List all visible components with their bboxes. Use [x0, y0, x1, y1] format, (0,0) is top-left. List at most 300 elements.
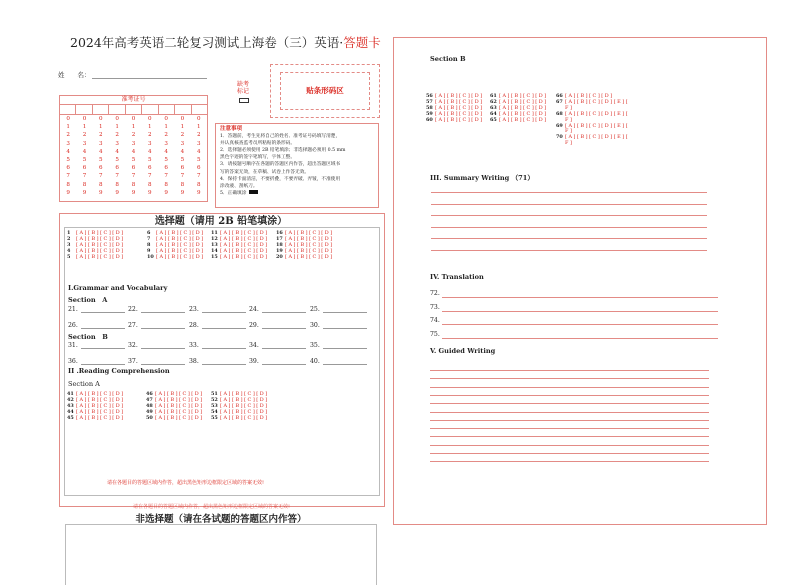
- guided-writing-line[interactable]: [430, 412, 709, 413]
- question-number: 2: [67, 235, 71, 242]
- question-number: 46: [146, 391, 153, 397]
- answer-bubbles[interactable]: [ A ] [ B ] [ C ] [ D ]: [76, 247, 124, 254]
- question-number: 19: [276, 247, 283, 254]
- exam-number-cell[interactable]: [109, 104, 125, 114]
- answer-bubbles[interactable]: [ A ] [ B ] [ C ] [ D ]: [499, 98, 547, 105]
- digit-bubble[interactable]: 1: [82, 124, 87, 131]
- question-number: 63: [490, 104, 497, 111]
- summary-writing-line[interactable]: [431, 192, 707, 193]
- digit-bubble[interactable]: 3: [82, 140, 87, 147]
- digit-bubble[interactable]: 9: [197, 189, 201, 196]
- answer-bubbles[interactable]: [ A ] [ B ] [ C ] [ D ] [ E ] [: [565, 110, 628, 117]
- digit-bubble[interactable]: 7: [115, 173, 119, 180]
- digit-column[interactable]: [76, 115, 92, 197]
- question-number: 11: [211, 230, 218, 236]
- digit-bubble[interactable]: 3: [148, 140, 152, 147]
- digit-column[interactable]: [60, 115, 76, 197]
- answer-blank[interactable]: [249, 306, 306, 313]
- question-number: 50: [146, 414, 153, 421]
- digit-bubble[interactable]: 4: [115, 148, 119, 155]
- blank-number: 36.: [68, 358, 78, 365]
- answer-blank[interactable]: [189, 358, 246, 365]
- blank-line[interactable]: [262, 364, 306, 365]
- notice-line: 3．请按题号顺序在各题的答题区内作答，超出答题区域书: [220, 162, 341, 168]
- section-a-label: Section A: [68, 296, 108, 304]
- exam-number-cell[interactable]: [192, 104, 207, 114]
- digit-bubble[interactable]: 8: [164, 181, 168, 188]
- digit-bubble[interactable]: 4: [197, 148, 201, 155]
- answer-bubbles[interactable]: [ A ] [ B ] [ C ] [ D ]: [156, 241, 204, 248]
- digit-bubble[interactable]: 8: [180, 181, 185, 188]
- question-row[interactable]: [67, 416, 123, 422]
- blank-line[interactable]: [81, 348, 125, 349]
- answer-bubbles[interactable]: [ A ] [ B ] [ C ] [ D ]: [76, 402, 124, 409]
- question-number: 51: [211, 391, 218, 397]
- blank-number: 21.: [68, 306, 78, 313]
- digit-bubble[interactable]: 0: [115, 116, 119, 122]
- digit-bubble[interactable]: 7: [99, 173, 103, 180]
- blank-number: 40.: [310, 358, 320, 365]
- answer-bubbles[interactable]: [ A ] [ B ] [ C ] [ D ]: [220, 230, 268, 236]
- digit-bubble[interactable]: 3: [131, 140, 136, 147]
- answer-bubbles[interactable]: [ A ] [ B ] [ C ] [ D ]: [220, 253, 268, 260]
- answer-blank[interactable]: [249, 342, 306, 349]
- answer-bubbles[interactable]: [ A ] [ B ] [ C ] [ D ]: [285, 241, 333, 248]
- answer-bubbles[interactable]: [ A ] [ B ] [ C ] [ D ]: [220, 414, 268, 421]
- answer-bubbles[interactable]: [ A ] [ B ] [ C ] [ D ]: [156, 230, 204, 236]
- digit-bubble[interactable]: 3: [180, 140, 185, 147]
- answer-bubbles[interactable]: [ A ] [ B ] [ C ] [ D ]: [220, 247, 268, 254]
- answer-blank[interactable]: [310, 358, 367, 365]
- answer-bubbles[interactable]: [ A ] [ B ] [ C ] [ D ]: [76, 391, 124, 397]
- guided-writing-line[interactable]: [430, 453, 709, 454]
- digit-bubble[interactable]: 1: [197, 124, 201, 131]
- summary-writing-line[interactable]: [431, 250, 707, 251]
- answer-bubbles[interactable]: [ A ] [ B ] [ C ] [ D ] [ E ] [: [565, 134, 628, 141]
- translation-line[interactable]: [442, 338, 718, 339]
- digit-bubble[interactable]: 2: [99, 132, 103, 139]
- answer-bubbles[interactable]: [ A ] [ B ] [ C ] [ D ]: [499, 104, 547, 111]
- digit-bubble[interactable]: 8: [148, 181, 152, 188]
- digit-bubble[interactable]: 5: [82, 157, 87, 164]
- answer-bubbles[interactable]: [ A ] [ B ] [ C ] [ D ]: [435, 116, 483, 123]
- question-number: 62: [490, 98, 497, 105]
- exam-number-cell[interactable]: [159, 104, 175, 114]
- digit-bubble[interactable]: 3: [164, 140, 168, 147]
- question-row[interactable]: [67, 255, 123, 261]
- answer-blank[interactable]: [310, 322, 367, 329]
- answer-bubbles[interactable]: [ A ] [ B ] [ C ] [ D ]: [76, 230, 124, 236]
- digit-bubble[interactable]: 8: [115, 181, 119, 188]
- digit-column[interactable]: [125, 115, 141, 197]
- question-column: [146, 392, 202, 422]
- answer-blank[interactable]: [128, 306, 185, 313]
- question-number: 12: [211, 235, 218, 242]
- question-number: 66: [556, 93, 563, 99]
- blank-number: 26.: [68, 322, 78, 329]
- digit-bubble[interactable]: 8: [66, 181, 70, 188]
- nonchoice-heading: 非选择题（请在各试题的答题区内作答）: [135, 514, 307, 525]
- digit-bubble[interactable]: 7: [197, 173, 201, 180]
- digit-bubble[interactable]: 2: [131, 132, 136, 139]
- answer-bubbles[interactable]: [ A ] [ B ] [ C ] [ D ]: [435, 110, 483, 117]
- answer-bubbles[interactable]: [ A ] [ B ] [ C ] [ D ] [ E ] [: [565, 98, 628, 105]
- digit-bubble[interactable]: 8: [99, 181, 103, 188]
- answer-bubbles[interactable]: [ A ] [ B ] [ C ] [ D ]: [499, 110, 547, 117]
- guided-writing-line[interactable]: [430, 436, 709, 437]
- digit-bubble[interactable]: 2: [148, 132, 152, 139]
- digit-bubble[interactable]: 1: [99, 124, 103, 131]
- digit-bubble[interactable]: 4: [148, 148, 152, 155]
- nonchoice-answer-area[interactable]: [65, 524, 377, 585]
- blank-number: 24.: [249, 306, 259, 313]
- name-field[interactable]: [92, 78, 207, 79]
- blank-line[interactable]: [323, 348, 367, 349]
- blank-line[interactable]: [323, 312, 367, 313]
- blank-line[interactable]: [262, 312, 306, 313]
- exam-number-cell[interactable]: [93, 104, 109, 114]
- answer-blank[interactable]: [68, 306, 125, 313]
- guided-writing-line[interactable]: [430, 370, 709, 371]
- digit-bubble[interactable]: 9: [66, 189, 70, 196]
- digit-bubble[interactable]: 5: [131, 157, 136, 164]
- guided-writing-line[interactable]: [430, 403, 709, 404]
- answer-blank[interactable]: [310, 342, 367, 349]
- translation-number: 74.: [430, 317, 440, 324]
- answer-bubbles[interactable]: [ A ] [ B ] [ C ] [ D ]: [220, 241, 268, 248]
- question-number: 70: [556, 134, 563, 141]
- answer-bubbles[interactable]: [ A ] [ B ] [ C ] [ D ]: [435, 93, 483, 99]
- exam-number-cell[interactable]: [76, 104, 92, 114]
- answer-bubbles[interactable]: [ A ] [ B ] [ C ] [ D ]: [220, 235, 268, 242]
- digit-bubble[interactable]: 3: [197, 140, 201, 147]
- question-row[interactable]: [147, 255, 203, 261]
- digit-bubble[interactable]: 1: [164, 124, 168, 131]
- digit-bubble[interactable]: 5: [99, 157, 103, 164]
- answer-blank[interactable]: [128, 322, 185, 329]
- digit-bubble[interactable]: 9: [148, 189, 152, 196]
- question-row[interactable]: [426, 118, 482, 124]
- digit-bubble[interactable]: 4: [164, 148, 168, 155]
- answer-bubbles[interactable]: [ A ] [ B ] [ C ] [ D ]: [499, 116, 547, 123]
- digit-column[interactable]: [158, 115, 174, 197]
- answer-bubble-f[interactable]: F ]: [565, 104, 572, 111]
- question-number: 15: [211, 253, 218, 260]
- answer-bubbles[interactable]: [ A ] [ B ] [ C ] [ D ]: [156, 253, 204, 260]
- answer-blank[interactable]: [68, 342, 125, 349]
- question-row[interactable]: [211, 416, 267, 422]
- answer-bubbles[interactable]: [ A ] [ B ] [ C ] [ D ]: [156, 235, 204, 242]
- digit-bubble[interactable]: 7: [164, 173, 168, 180]
- absent-checkbox[interactable]: [239, 98, 249, 103]
- answer-blank[interactable]: [249, 358, 306, 365]
- question-column: [211, 231, 267, 261]
- digit-bubble[interactable]: 0: [82, 116, 87, 122]
- translation-number: 72.: [430, 290, 440, 297]
- digit-bubble[interactable]: 2: [180, 132, 185, 139]
- digit-bubble[interactable]: 2: [197, 132, 201, 139]
- blank-line[interactable]: [202, 312, 246, 313]
- exam-number-title: 准考证号: [60, 96, 207, 105]
- digit-bubble[interactable]: 1: [115, 124, 119, 131]
- question-number: 58: [426, 104, 433, 111]
- guided-writing-line[interactable]: [430, 420, 709, 421]
- digit-bubble[interactable]: 7: [82, 173, 87, 180]
- answer-bubbles[interactable]: [ A ] [ B ] [ C ] [ D ]: [435, 104, 483, 111]
- digit-bubble[interactable]: 9: [99, 189, 103, 196]
- digit-bubble[interactable]: 6: [82, 165, 87, 172]
- notice-line: 黑色字迹的签字笔填写，字体工整。: [220, 155, 296, 161]
- digit-bubble[interactable]: 0: [66, 116, 70, 122]
- blank-line[interactable]: [202, 328, 246, 329]
- digit-bubble[interactable]: 0: [164, 116, 168, 122]
- digit-bubble[interactable]: 3: [115, 140, 119, 147]
- digit-bubble[interactable]: 3: [99, 140, 103, 147]
- blank-number: 32.: [128, 342, 138, 349]
- translation-line[interactable]: [442, 311, 718, 312]
- guided-writing-line[interactable]: [430, 461, 709, 462]
- blank-line[interactable]: [202, 348, 246, 349]
- question-number: 67: [556, 98, 563, 105]
- question-number: 60: [426, 116, 433, 123]
- summary-writing-line[interactable]: [431, 238, 707, 239]
- blank-number: 35.: [310, 342, 320, 349]
- question-number: 69: [556, 122, 563, 129]
- digit-bubble[interactable]: 5: [164, 157, 168, 164]
- answer-bubbles[interactable]: [ A ] [ B ] [ C ] [ D ]: [220, 391, 268, 397]
- digit-bubble[interactable]: 6: [99, 165, 103, 172]
- answer-blank[interactable]: [128, 358, 185, 365]
- blank-line[interactable]: [81, 328, 125, 329]
- digit-bubble[interactable]: 1: [180, 124, 185, 131]
- question-number: 56: [426, 93, 433, 99]
- blank-line[interactable]: [262, 348, 306, 349]
- question-number: 17: [276, 235, 283, 242]
- name-label: 姓 名：: [58, 71, 91, 79]
- blank-line[interactable]: [323, 328, 367, 329]
- answer-bubbles[interactable]: [ A ] [ B ] [ C ] [ D ]: [285, 253, 333, 260]
- exam-number-cell[interactable]: [175, 104, 191, 114]
- blank-line[interactable]: [141, 348, 185, 349]
- digit-bubble[interactable]: 7: [66, 173, 70, 180]
- answer-bubbles[interactable]: [ A ] [ B ] [ C ] [ D ]: [155, 414, 203, 421]
- digit-bubble[interactable]: 6: [115, 165, 119, 172]
- digit-bubble[interactable]: 0: [148, 116, 152, 122]
- question-row[interactable]: [211, 255, 267, 261]
- answer-bubbles[interactable]: [ A ] [ B ] [ C ] [ D ]: [220, 408, 268, 415]
- digit-bubble[interactable]: 5: [148, 157, 152, 164]
- digit-bubble[interactable]: 9: [164, 189, 168, 196]
- digit-bubble[interactable]: 7: [131, 173, 136, 180]
- blank-line[interactable]: [81, 312, 125, 313]
- digit-bubble[interactable]: 4: [66, 148, 70, 155]
- digit-bubble[interactable]: 4: [131, 148, 136, 155]
- digit-bubble[interactable]: 5: [66, 157, 70, 164]
- answer-bubbles[interactable]: [ A ] [ B ] [ C ] [ D ]: [155, 396, 203, 403]
- guided-writing-line[interactable]: [430, 445, 709, 446]
- answer-blank[interactable]: [189, 342, 246, 349]
- translation-line[interactable]: [442, 324, 718, 325]
- digit-bubble[interactable]: 2: [66, 132, 70, 139]
- question-number: 1: [67, 230, 71, 236]
- question-column: [67, 392, 123, 422]
- summary-writing-line[interactable]: [431, 227, 707, 228]
- answer-bubbles[interactable]: [ A ] [ B ] [ C ] [ D ]: [76, 396, 124, 403]
- question-number: 41: [67, 391, 74, 397]
- answer-blank[interactable]: [128, 342, 185, 349]
- guided-writing-line[interactable]: [430, 387, 709, 388]
- absent-label: 缺考标记: [236, 81, 249, 95]
- exam-number-cell[interactable]: [142, 104, 158, 114]
- blank-line[interactable]: [141, 312, 185, 313]
- answer-bubbles[interactable]: [ A ] [ B ] [ C ] [ D ]: [76, 414, 124, 421]
- blank-line[interactable]: [323, 364, 367, 365]
- notice-box: [215, 123, 379, 208]
- summary-writing-line[interactable]: [431, 204, 707, 205]
- answer-blank[interactable]: [68, 322, 125, 329]
- right-section-b-label: Section B: [430, 55, 466, 63]
- answer-bubbles[interactable]: [ A ] [ B ] [ C ] [ D ]: [435, 98, 483, 105]
- question-number: 64: [490, 110, 497, 117]
- blank-number: 30.: [310, 322, 320, 329]
- answer-blank[interactable]: [189, 322, 246, 329]
- summary-writing-line[interactable]: [431, 215, 707, 216]
- question-number: 55: [211, 414, 218, 421]
- digit-bubble[interactable]: 2: [164, 132, 168, 139]
- notice-lines: [220, 133, 374, 190]
- blank-number: 33.: [189, 342, 199, 349]
- digit-bubble[interactable]: 2: [115, 132, 119, 139]
- guided-writing-line[interactable]: [430, 395, 709, 396]
- digit-bubble[interactable]: 1: [148, 124, 152, 131]
- question-number: 61: [490, 93, 497, 99]
- exam-number-cell[interactable]: [60, 104, 76, 114]
- answer-bubbles[interactable]: [ A ] [ B ] [ C ] [ D ]: [155, 402, 203, 409]
- answer-bubbles[interactable]: [ A ] [ B ] [ C ] [ D ]: [76, 235, 124, 242]
- digit-bubble[interactable]: 6: [180, 165, 185, 172]
- digit-bubble[interactable]: 4: [180, 148, 185, 155]
- guided-writing-line[interactable]: [430, 428, 709, 429]
- digit-bubble[interactable]: 9: [115, 189, 119, 196]
- digit-bubble[interactable]: 5: [115, 157, 119, 164]
- digit-bubble[interactable]: 4: [82, 148, 87, 155]
- digit-bubble[interactable]: 5: [180, 157, 185, 164]
- question-row[interactable]: [490, 118, 546, 124]
- digit-column[interactable]: [174, 115, 190, 197]
- digit-bubble[interactable]: 6: [66, 165, 70, 172]
- digit-bubble[interactable]: 8: [197, 181, 201, 188]
- digit-bubble[interactable]: 4: [99, 148, 103, 155]
- digit-bubble[interactable]: 9: [131, 189, 136, 196]
- question-number: 68: [556, 110, 563, 117]
- answer-bubbles[interactable]: [ A ] [ B ] [ C ] [ D ]: [76, 253, 124, 260]
- blank-line[interactable]: [141, 364, 185, 365]
- answer-bubbles[interactable]: [ A ] [ B ] [ C ] [ D ]: [220, 402, 268, 409]
- digit-bubble[interactable]: 2: [82, 132, 87, 139]
- summary-title: III. Summary Writing （71）: [430, 174, 534, 182]
- boundary-warning-repeat: 请在各题目的答题区域内作答，超出黑色矩形边框限定区域的答案无效!: [133, 504, 291, 510]
- digit-bubble[interactable]: 6: [164, 165, 168, 172]
- answer-bubbles[interactable]: [ A ] [ B ] [ C ] [ D ]: [155, 391, 203, 397]
- answer-blank[interactable]: [249, 322, 306, 329]
- answer-blank[interactable]: [68, 358, 125, 365]
- reading-section-a-label: Section A: [68, 380, 100, 388]
- barcode-label: 贴条形码区: [280, 72, 370, 110]
- digit-bubble[interactable]: 9: [82, 189, 87, 196]
- answer-bubbles[interactable]: [ A ] [ B ] [ C ] [ D ]: [220, 396, 268, 403]
- page-title: 2024年高考英语二轮复习测试上海卷（三）英语·答题卡: [70, 35, 381, 50]
- digit-bubble[interactable]: 8: [131, 181, 136, 188]
- question-row[interactable]: [276, 255, 332, 261]
- digit-bubble[interactable]: 7: [180, 173, 185, 180]
- digit-column[interactable]: [93, 115, 109, 197]
- exam-number-cell[interactable]: [126, 104, 142, 114]
- answer-blank[interactable]: [189, 306, 246, 313]
- digit-bubble[interactable]: 1: [66, 124, 70, 131]
- blank-line[interactable]: [81, 364, 125, 365]
- grammar-title: I.Grammar and Vocabulary: [68, 284, 168, 292]
- answer-bubbles[interactable]: [ A ] [ B ] [ C ] [ D ]: [76, 408, 124, 415]
- guided-writing-line[interactable]: [430, 378, 709, 379]
- answer-bubble-f[interactable]: F ]: [565, 128, 572, 135]
- digit-bubble[interactable]: 1: [131, 124, 136, 131]
- answer-bubbles[interactable]: [ A ] [ B ] [ C ] [ D ]: [76, 241, 124, 248]
- answer-bubbles[interactable]: [ A ] [ B ] [ C ] [ D ]: [285, 235, 333, 242]
- answer-bubbles[interactable]: [ A ] [ B ] [ C ] [ D ]: [565, 93, 613, 99]
- digit-bubble[interactable]: 3: [66, 140, 70, 147]
- answer-bubble-f[interactable]: F ]: [565, 140, 572, 147]
- barcode-area: [270, 64, 380, 118]
- question-column: [490, 94, 546, 124]
- digit-bubble[interactable]: 5: [197, 157, 201, 164]
- question-number: 45: [67, 414, 74, 421]
- blank-line[interactable]: [262, 328, 306, 329]
- answer-bubble-f[interactable]: F ]: [565, 116, 572, 123]
- digit-column[interactable]: [142, 115, 158, 197]
- blank-line[interactable]: [141, 328, 185, 329]
- digit-bubble[interactable]: 6: [131, 165, 136, 172]
- digit-bubble[interactable]: 9: [180, 189, 185, 196]
- notice-line: 写的答案无效，在草稿、试卷上作答无效。: [220, 169, 310, 175]
- blank-number: 28.: [189, 322, 199, 329]
- answer-bubbles[interactable]: [ A ] [ B ] [ C ] [ D ]: [285, 247, 333, 254]
- digit-bubble[interactable]: 8: [82, 181, 87, 188]
- digit-bubble[interactable]: 0: [131, 116, 136, 122]
- answer-bubbles[interactable]: [ A ] [ B ] [ C ] [ D ]: [156, 247, 204, 254]
- answer-bubbles[interactable]: [ A ] [ B ] [ C ] [ D ]: [285, 230, 333, 236]
- answer-blank[interactable]: [310, 306, 367, 313]
- digit-bubble[interactable]: 0: [99, 116, 103, 122]
- question-row[interactable]: [146, 416, 202, 422]
- blank-number: 38.: [189, 358, 199, 365]
- answer-bubbles[interactable]: [ A ] [ B ] [ C ] [ D ] [ E ] [: [565, 122, 628, 129]
- exam-number-digit-columns[interactable]: [60, 115, 207, 197]
- blank-number: 39.: [249, 358, 259, 365]
- blank-line[interactable]: [202, 364, 246, 365]
- digit-bubble[interactable]: 6: [197, 165, 201, 172]
- digit-bubble[interactable]: 0: [180, 116, 185, 122]
- exam-number-write-cells[interactable]: [60, 104, 207, 115]
- digit-bubble[interactable]: 0: [197, 116, 201, 122]
- translation-line[interactable]: [442, 297, 718, 298]
- digit-bubble[interactable]: 7: [148, 173, 152, 180]
- digit-column[interactable]: [109, 115, 125, 197]
- answer-bubbles[interactable]: [ A ] [ B ] [ C ] [ D ]: [155, 408, 203, 415]
- digit-bubble[interactable]: 6: [148, 165, 152, 172]
- digit-column[interactable]: [191, 115, 207, 197]
- question-number: 5: [67, 253, 71, 260]
- answer-bubbles[interactable]: [ A ] [ B ] [ C ] [ D ]: [499, 93, 547, 99]
